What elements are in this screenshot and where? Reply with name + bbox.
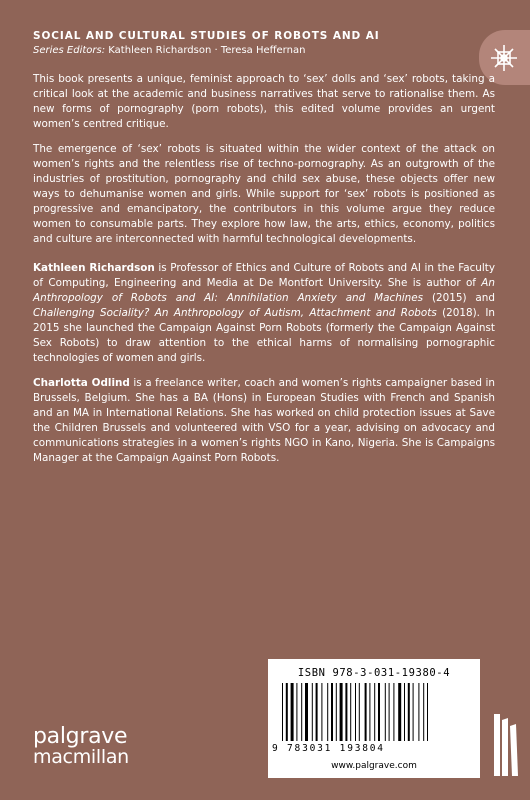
palgrave-spine-icon xyxy=(492,714,520,776)
bio-text: is Professor of Ethics and Culture of Robots and AI in the Faculty of Computing, Engineering and Media at De Montfort University. She is author of xyxy=(33,262,496,289)
barcode-icon xyxy=(278,683,470,745)
book-title: Challenging Sociality? An Anthropology of Autism, Attachment and Robots xyxy=(33,307,437,319)
series-editors-label: Series Editors: xyxy=(33,45,106,56)
back-cover-text xyxy=(33,72,495,476)
series-editors xyxy=(33,45,305,56)
bio-text: (2018). In 2015 she launched the Campaign Against Porn Robots (formerly the Campaign Against Sex Robots) to draw attention to the ethical harms of normalising pornographic technologies of women and girls. xyxy=(33,307,495,364)
bio-kathleen-richardson xyxy=(33,261,495,366)
barcode-box xyxy=(268,659,480,778)
bio-text: (2015) and xyxy=(423,292,495,304)
series-title: SOCIAL AND CULTURAL STUDIES OF ROBOTS AND AI xyxy=(33,30,380,42)
author-name: Charlotta Odlind xyxy=(33,377,130,389)
description-paragraph-2: The emergence of ‘sex’ robots is situated within the wider context of the attack on women’s rights and the relentless rise of techno-pornography. As an outgrowth of the industries of prostitution, pornography and child sex abuse, these objects offer new ways to dehumanise women and girls. While support for ‘sex’ robots is positioned as progressive and emancipatory, the contributors in this volume argue they reduce women to consumable parts. They explore how law, the arts, ethics, economy, politics and culture are interconnected with harmful technological developments. xyxy=(33,143,495,245)
barcode-digits: 9 783031 193804 xyxy=(272,743,385,754)
description-paragraph-1: This book presents a unique, feminist approach to ‘sex’ dolls and ‘sex’ robots, taking a critical look at the academic and business narratives that serve to rationalise them. As new forms of pornography (porn robots), this edited volume provides an urgent women’s centred critique. xyxy=(33,73,495,130)
publisher-url: www.palgrave.com xyxy=(331,761,417,771)
publisher-logo xyxy=(33,724,129,768)
series-editors-names: Kathleen Richardson · Teresa Heffernan xyxy=(108,45,306,56)
bio-text: is a freelance writer, coach and women’s rights campaigner based in Brussels, Belgium. She has a BA (Hons) in European Studies with French and Spanish and an MA in International Relations. She has worked on child protection issues at Save the Children Brussels and volunteered with VSO for a year, advising on advocacy and communications strategies in a women’s rights NGO in Kano, Nigeria. She is Campaigns Manager at the Campaign Against Porn Robots. xyxy=(33,377,496,464)
bio-charlotta-odlind xyxy=(33,376,495,466)
series-logo-icon xyxy=(487,41,521,75)
publisher-name-line2: macmillan xyxy=(33,746,129,768)
author-name: Kathleen Richardson xyxy=(33,262,155,274)
publisher-name-line1: palgrave xyxy=(33,724,128,749)
isbn-text: ISBN 978-3-031-19380-4 xyxy=(297,667,451,679)
book-title: An Anthropology of Robots and AI: Annihilation Anxiety and Machines xyxy=(33,277,495,304)
